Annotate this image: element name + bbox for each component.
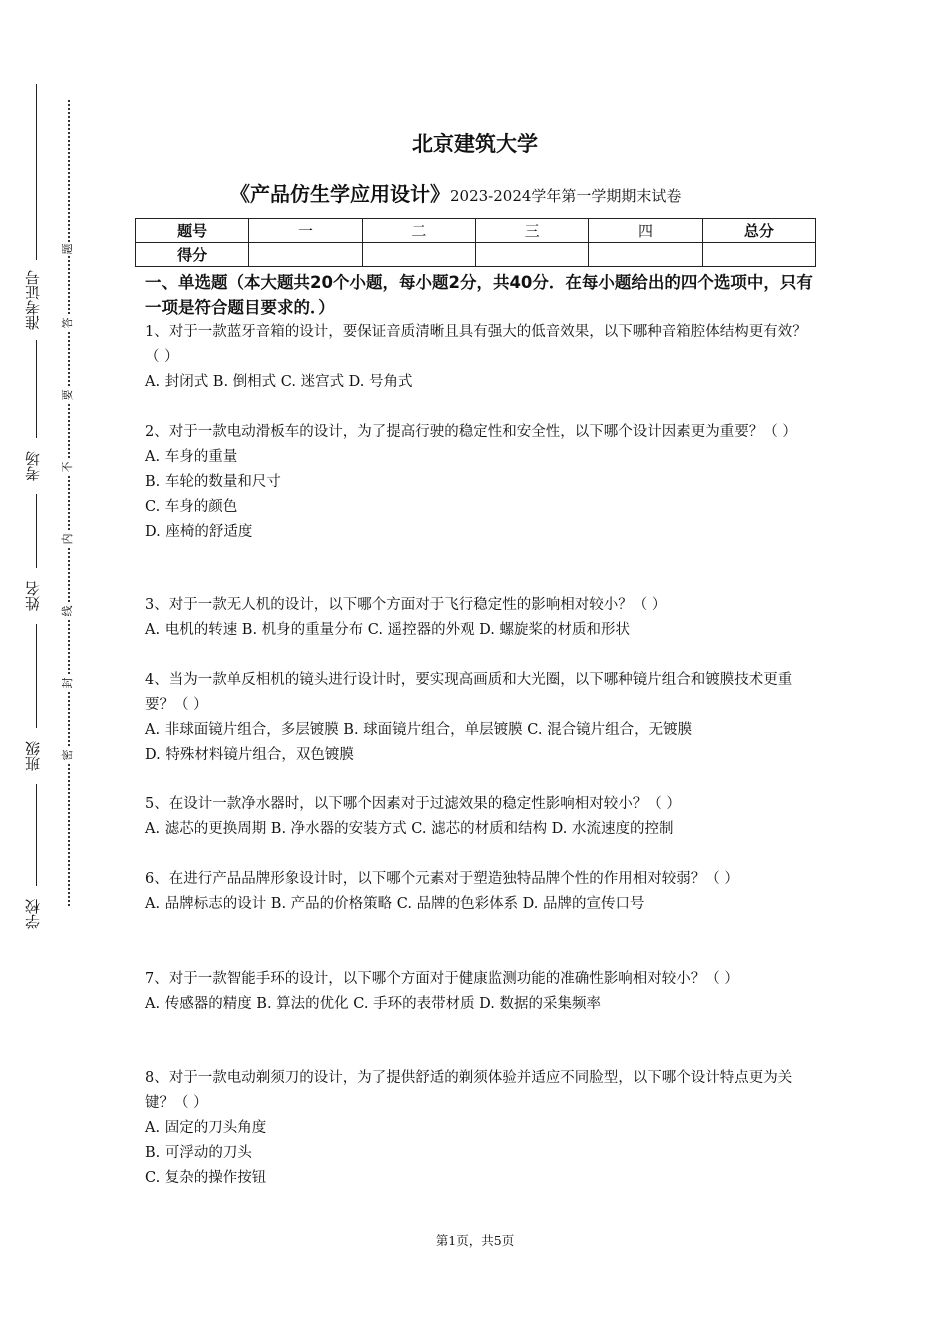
question-stem: 8、对于一款电动剃须刀的设计，为了提供舒适的剃须体验并适应不同脸型，以下哪个设计特点更为关键？（ ） [145, 1070, 793, 1111]
seal-char: 内 [61, 533, 74, 545]
binding-line [36, 494, 37, 568]
question-1 [145, 320, 813, 395]
question-option: B. 可浮动的刀头 [145, 1145, 252, 1161]
question-stem: 3、对于一款无人机的设计，以下哪个方面对于飞行稳定性的影响相对较小？（ ） [145, 597, 667, 613]
score-cell [249, 243, 362, 267]
binding-line [36, 784, 37, 886]
score-cell [589, 243, 702, 267]
seal-char: 题 [61, 243, 74, 255]
score-table-score-row [136, 243, 816, 267]
question-option: D. 座椅的舒适度 [145, 524, 253, 540]
label-class: 班级 [24, 741, 42, 771]
binding-line [36, 624, 37, 728]
question-6 [145, 867, 813, 917]
header-cell: 题号 [136, 219, 249, 243]
score-table-header-row [136, 219, 816, 243]
header-cell: 二 [362, 219, 475, 243]
header-cell: 一 [249, 219, 362, 243]
school-name: 北京建筑大学 [412, 132, 538, 156]
label-name: 姓名 [24, 581, 42, 611]
score-cell [702, 243, 815, 267]
score-cell [362, 243, 475, 267]
seal-char: 要 [61, 389, 74, 401]
header-cell: 总分 [702, 219, 815, 243]
question-stem: 2、对于一款电动滑板车的设计，为了提高行驶的稳定性和安全性，以下哪个设计因素更为重要？（ ） [145, 424, 797, 440]
question-options: A. 品牌标志的设计 B. 产品的价格策略 C. 品牌的色彩体系 D. 品牌的宣传口号 [145, 896, 645, 912]
question-option: B. 车轮的数量和尺寸 [145, 474, 281, 490]
question-stem: 5、在设计一款净水器时，以下哪个因素对于过滤效果的稳定性影响相对较小？（ ） [145, 796, 681, 812]
header-cell: 四 [589, 219, 702, 243]
question-2 [145, 420, 813, 545]
seal-char: 不 [61, 461, 74, 473]
question-option: A. 固定的刀头角度 [145, 1120, 267, 1136]
question-5 [145, 792, 813, 842]
seal-char: 密 [61, 749, 74, 761]
binding-margin [0, 0, 110, 1344]
question-stem: 7、对于一款智能手环的设计，以下哪个方面对于健康监测功能的准确性影响相对较小？（ ） [145, 971, 739, 987]
question-options: A. 滤芯的更换周期 B. 净水器的安装方式 C. 滤芯的材质和结构 D. 水流速度的控制 [145, 821, 674, 837]
exam-term: 2023-2024学年第一学期期末试卷 [450, 187, 682, 205]
seal-char: 答 [61, 317, 74, 329]
question-options: A. 电机的转速 B. 机身的重量分布 C. 遥控器的外观 D. 螺旋桨的材质和形状 [145, 622, 631, 638]
course-title: 《产品仿生学应用设计》 [230, 182, 450, 206]
seal-char: 封 [61, 677, 74, 689]
question-options: A. 封闭式 B. 倒相式 C. 迷宫式 D. 号角式 [145, 374, 413, 390]
seal-dotted-line [68, 100, 70, 906]
question-option: A. 车身的重量 [145, 449, 238, 465]
question-options: A. 传感器的精度 B. 算法的优化 C. 手环的表带材质 D. 数据的采集频率 [145, 996, 602, 1012]
page-footer: 第1页，共5页 [435, 1233, 515, 1248]
question-option: C. 车身的颜色 [145, 499, 238, 515]
question-stem: 4、当为一款单反相机的镜头进行设计时，要实现高画质和大光圈，以下哪种镜片组合和镀膜技术更重要？（ ） [145, 672, 793, 713]
seal-char: 线 [61, 605, 74, 617]
label-exam-id: 准考证号 [24, 270, 42, 330]
question-stem: 6、在进行产品品牌形象设计时，以下哪个元素对于塑造独特品牌个性的作用相对较弱？（ ） [145, 871, 739, 887]
label-exam-room: 考场 [24, 451, 42, 481]
exam-subtitle [230, 178, 790, 207]
question-stem: 1、对于一款蓝牙音箱的设计，要保证音质清晰且具有强大的低音效果，以下哪种音箱腔体结构更有效？（ ） [145, 324, 807, 365]
section-title: 一、单选题（本大题共20个小题，每小题2分，共40分．在每小题给出的四个选项中，只有一项是符合题目要求的．） [145, 273, 813, 317]
score-table [135, 218, 816, 267]
score-cell [475, 243, 588, 267]
header-cell: 三 [475, 219, 588, 243]
question-7 [145, 967, 813, 1017]
binding-line [36, 340, 37, 438]
question-options: D. 特殊材料镜片组合，双色镀膜 [145, 747, 354, 763]
question-3 [145, 593, 813, 643]
question-options: A. 非球面镜片组合，多层镀膜 B. 球面镜片组合，单层镀膜 C. 混合镜片组合，无镀膜 [145, 722, 693, 738]
question-4 [145, 668, 813, 768]
question-8 [145, 1066, 813, 1191]
binding-line [36, 84, 37, 260]
score-row-label: 得分 [136, 243, 249, 267]
label-school: 学校 [24, 899, 42, 929]
question-option: C. 复杂的操作按钮 [145, 1170, 267, 1186]
